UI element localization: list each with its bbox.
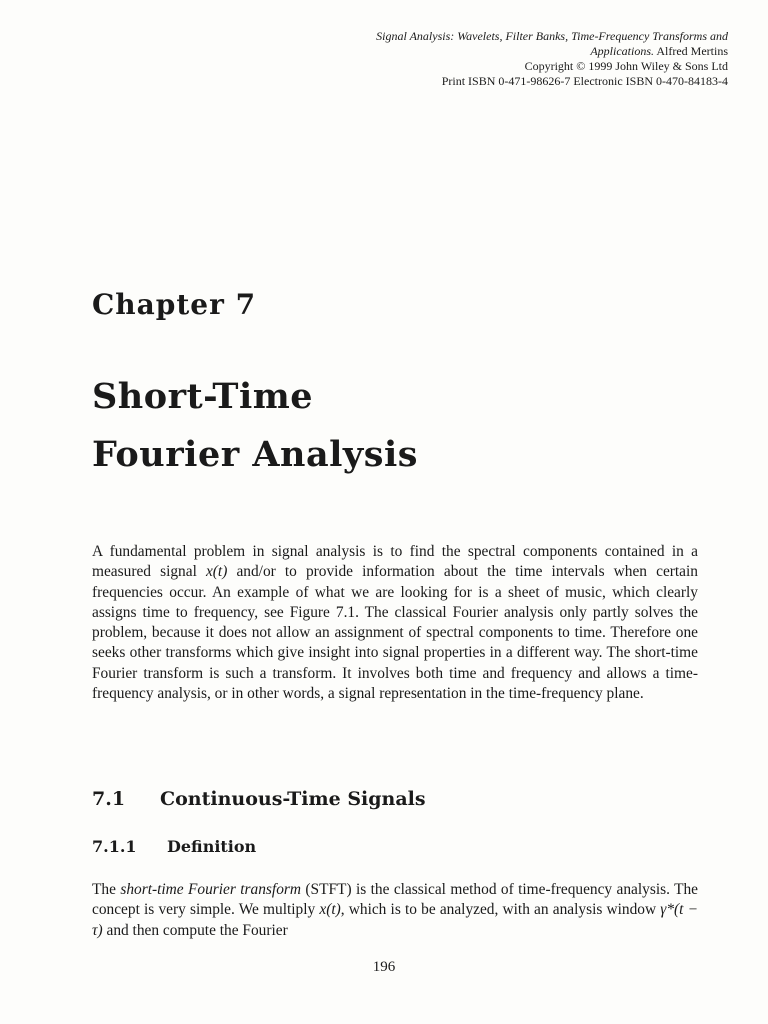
subsection-heading xyxy=(92,837,256,856)
intro-text: and/or to provide information about the time intervals when certain frequencies occur. An example of what we are looking for is a sheet of music, which clearly assigns time to frequency, see Figure 7.1. The classical Fourier analysis only partly solves the problem, because it does not allow an assignment of spectral components to time. Therefore one seeks other transforms which give insight into signal properties in a different way. The short-time Fourier transform is such a transform. It involves both time and frequency and allows a time-frequency analysis, or in other words, a signal representation in the time-frequency plane. xyxy=(92,563,698,703)
header-title-line xyxy=(248,44,728,59)
page-number: 196 xyxy=(372,959,396,975)
definition-text: and then compute the Fourier xyxy=(102,921,288,939)
header-title-line xyxy=(248,29,728,44)
chapter-title-line: Fourier Analysis xyxy=(92,434,418,475)
definition-text: The xyxy=(92,881,121,898)
book-title: Signal Analysis: Wavelets, Filter Banks, Time-Frequency Transforms and xyxy=(376,29,728,43)
book-author: Alfred Mertins xyxy=(656,44,728,58)
section-number: 7.1 xyxy=(92,788,126,810)
subsection-number: 7.1.1 xyxy=(92,837,137,856)
math-signal: x(t) xyxy=(205,563,228,581)
section-heading xyxy=(92,788,426,810)
intro-paragraph xyxy=(92,542,698,704)
book-header xyxy=(248,29,728,89)
chapter-title-line: Short-Time xyxy=(92,376,314,417)
book-title-continued: Applications. xyxy=(590,44,654,58)
chapter-label: Chapter 7 xyxy=(92,288,257,321)
intro-text: A fundamental problem in signal analysis is to find the spectral components contained in a measured signal xyxy=(92,543,698,581)
definition-text: (STFT) is the classical method of time-frequency analysis. The concept is very simple. We multiply xyxy=(92,881,699,919)
definition-paragraph xyxy=(92,880,698,941)
definition-text: , which is to be analyzed, with an analysis window xyxy=(340,901,661,919)
subsection-title: Definition xyxy=(167,837,257,856)
math-signal: x(t) xyxy=(319,901,341,919)
copyright-line: Copyright © 1999 John Wiley & Sons Ltd xyxy=(524,59,728,73)
stft-term: short-time Fourier transform xyxy=(120,881,301,898)
isbn-line: Print ISBN 0-471-98626-7 Electronic ISBN 0-470-84183-4 xyxy=(441,74,728,88)
chapter-title xyxy=(92,368,418,484)
math-window: γ*(t − τ) xyxy=(92,901,698,939)
section-title: Continuous-Time Signals xyxy=(160,788,426,810)
